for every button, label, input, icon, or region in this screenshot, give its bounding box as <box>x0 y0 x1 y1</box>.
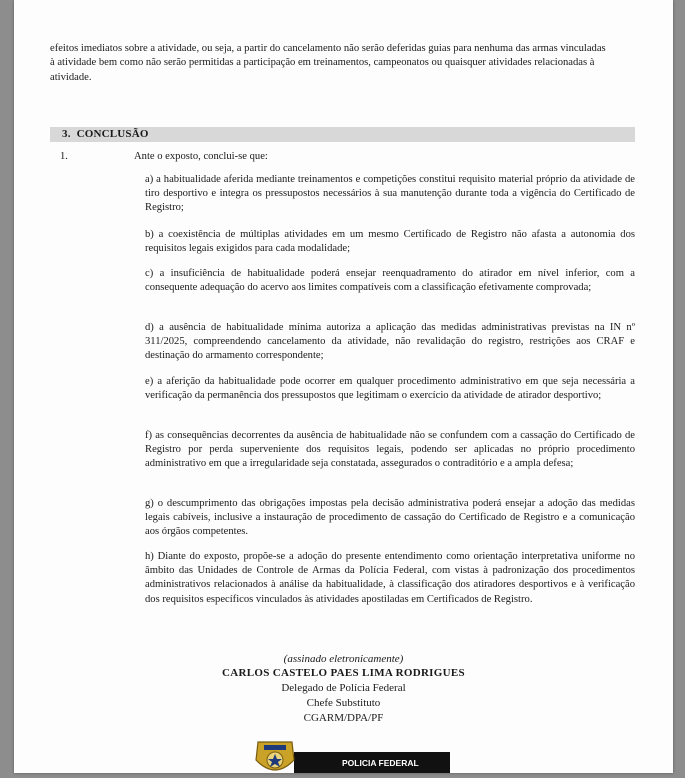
clause-b: b) a coexistência de múltiplas atividades em um mesmo Certificado de Registro não afasta a autonomia dos requisitos legais exigidos para cada modalidade; <box>145 229 635 255</box>
clause-h: h) Diante do exposto, propõe-se a adoção do presente entendimento como orientação interpretativa uniforme no âmbito das Unidades de Controle de Armas da Polícia Federal, com vistas à padronização dos procedimentos administrativos relacionados à análise da habitualidade, à classificação dos atiradores desportivos e à verificação dos requisitos específicos vinculados às atividades apostiladas em Certificados de Registro. <box>145 551 635 605</box>
item-intro: Ante o exposto, conclui-se que: <box>134 151 268 162</box>
signer-unit: CGARM/DPA/PF <box>303 712 384 724</box>
footer-banner <box>294 752 450 773</box>
clause-c: c) a insuficiência de habitualidade poderá ensejar reenquadramento do atirador em nível inferior, com a consequente adequação do acervo aos limites compatíveis com a classificação efetivamente comprovada; <box>145 268 635 294</box>
clause-g: g) o descumprimento das obrigações impostas pela decisão administrativa poderá ensejar a adoção das medidas legais cabíveis, inclusive a instauração de procedimento de cassação do Certificado de Registro e a comunicação aos órgãos competentes. <box>145 498 635 538</box>
clause-f: f) as consequências decorrentes da ausência de habitualidade não se confundem com a cassação do Certificado de Registro por perda superveniente dos requisitos legais, podendo ser aplicadas no próprio procedimento administrativo em que a irregularidade seja constatada, assegurados o contraditório e a ampla defesa; <box>145 430 635 470</box>
signer-role: Delegado de Polícia Federal <box>281 682 406 694</box>
footer-label: POLICIA FEDERAL <box>342 758 419 768</box>
top-paragraph: efeitos imediatos sobre a atividade, ou seja, a partir do cancelamento não serão deferidas guias para nenhuma das armas vinculadas à atividade bem como não serão permitidas a participação em treinamentos, campeonatos ou quaisquer atividades relacionadas à atividade. <box>50 43 606 83</box>
signature-note: (assinado eletronicamente) <box>283 653 404 665</box>
section-title <box>62 127 149 142</box>
clause-a: a) a habitualidade aferida mediante treinamentos e competições constitui requisito material próprio da atividade de tiro desportivo e integra os pressupostos necessários à sua manutenção durante toda a vigência do Certificado de Registro; <box>145 174 635 214</box>
section-number: 3. <box>62 128 71 140</box>
signer-position: Chefe Substituto <box>306 697 381 709</box>
document-page <box>14 0 673 773</box>
clause-d: d) a ausência de habitualidade mínima autoriza a aplicação das medidas administrativas previstas na IN nº 311/2025, compreendendo cancelamento da atividade, não revalidação do registro, restrições aos CRAF e destinação do armamento correspondente; <box>145 322 635 362</box>
section-title-text: CONCLUSÃO <box>76 128 149 140</box>
item-number: 1. <box>60 151 68 162</box>
clause-e: e) a aferição da habitualidade pode ocorrer em qualquer procedimento administrativo em que seja necessária a verificação da permanência dos pressupostos que legitimam o exercício da atividade de atirador desportivo; <box>145 376 635 402</box>
signer-name: CARLOS CASTELO PAES LIMA RODRIGUES <box>222 667 465 679</box>
police-badge-icon <box>252 738 298 778</box>
